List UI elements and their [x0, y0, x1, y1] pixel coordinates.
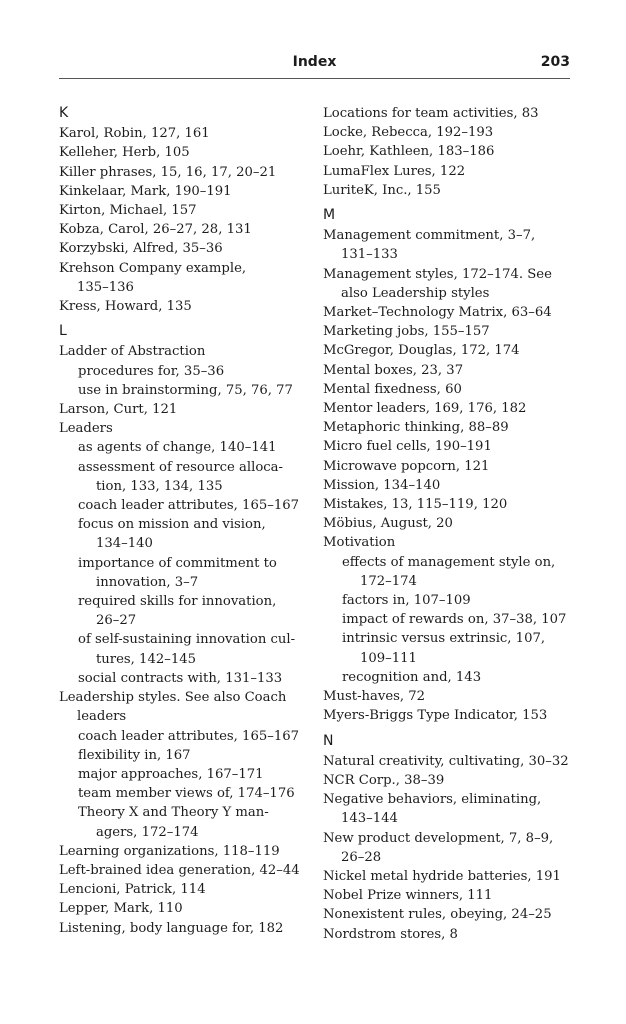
entry-line: Nobel Prize winners, 111: [323, 888, 493, 904]
entry-line: Metaphoric thinking, 88–89: [323, 420, 509, 436]
index-entry: [59, 861, 309, 880]
index-subentry: [59, 727, 309, 746]
entry-line: Management commitment, 3–7,: [323, 228, 536, 244]
index-entry: [323, 181, 573, 200]
entry-line: 143–144: [341, 811, 398, 827]
entry-line: Korzybski, Alfred, 35–36: [59, 241, 223, 257]
entry-line: Must-haves, 72: [323, 689, 426, 705]
entry-line: Learning organizations, 118–119: [59, 843, 280, 859]
entry-line: Mission, 134–140: [323, 477, 441, 493]
entry-line: of self-sustaining innovation cul-: [78, 632, 296, 648]
index-entry: [59, 163, 309, 182]
entry-line: use in brainstorming, 75, 76, 77: [78, 382, 293, 398]
entry-line: Mental boxes, 23, 37: [323, 362, 464, 378]
index-entry: [59, 124, 309, 143]
entry-line: Kelleher, Herb, 105: [59, 145, 190, 161]
entry-line: Lencioni, Patrick, 114: [59, 882, 206, 898]
index-column-right: [323, 104, 573, 944]
index-subentry: [323, 553, 573, 591]
index-entry: [323, 867, 573, 886]
entry-line: Möbius, August, 20: [323, 516, 453, 532]
entry-line: Kirton, Michael, 157: [59, 203, 197, 219]
entry-line: factors in, 107–109: [342, 593, 471, 609]
index-subentry: [59, 381, 309, 400]
index-column-left: [59, 104, 309, 938]
index-entry: [59, 201, 309, 220]
entry-line: Myers-Briggs Type Indicator, 153: [323, 708, 548, 724]
entry-line: Left-brained idea generation, 42–44: [59, 862, 300, 878]
entry-line: 135–136: [77, 279, 134, 295]
entry-line: Lepper, Mark, 110: [59, 901, 183, 917]
entry-line: team member views of, 174–176: [78, 786, 295, 802]
index-entry: [59, 880, 309, 899]
index-entry: [323, 706, 573, 725]
entry-line: tion, 133, 134, 135: [96, 478, 223, 494]
index-subentry: [323, 668, 573, 687]
index-entry: [323, 790, 573, 828]
entry-line: focus on mission and vision,: [78, 517, 266, 533]
entry-line: Nordstrom stores, 8: [323, 926, 458, 942]
entry-line: Mistakes, 13, 115–119, 120: [323, 497, 508, 513]
entry-line: Kinkelaar, Mark, 190–191: [59, 183, 232, 199]
entry-line: Listening, body language for, 182: [59, 920, 284, 936]
entry-line: 109–111: [360, 650, 417, 666]
index-entry: [59, 342, 309, 361]
entry-line: Larson, Curt, 121: [59, 402, 178, 418]
entry-line: required skills for innovation,: [78, 594, 277, 610]
index-entry: [59, 297, 309, 316]
index-entry: [323, 418, 573, 437]
entry-line: importance of commitment to: [78, 555, 277, 571]
entry-line: Market–Technology Matrix, 63–64: [323, 305, 552, 321]
index-entry: [59, 259, 309, 297]
index-subentry: [59, 784, 309, 803]
entry-line: Loehr, Kathleen, 183–186: [323, 144, 495, 160]
index-subentry: [59, 669, 309, 688]
entry-line: 172–174: [360, 573, 417, 589]
index-entry: [323, 886, 573, 905]
index-entry: [323, 226, 573, 264]
entry-line: intrinsic versus extrinsic, 107,: [342, 631, 546, 647]
entry-line: leaders: [77, 709, 127, 725]
page-title: Index: [292, 54, 337, 70]
section-letter: N: [323, 732, 334, 749]
entry-line: Theory X and Theory Y man-: [78, 805, 269, 821]
entry-line: Locations for team activities, 83: [323, 106, 539, 121]
entry-line: also Leadership styles: [341, 285, 490, 301]
entry-line: 134–140: [96, 536, 153, 552]
section-letter: M: [323, 207, 336, 224]
index-subentry: [59, 803, 309, 841]
index-subentry: [59, 746, 309, 765]
index-entry: [59, 419, 309, 438]
index-entry: [323, 104, 573, 123]
running-header: [59, 52, 570, 78]
entry-line: agers, 172–174: [96, 824, 199, 840]
index-entry: [59, 842, 309, 861]
entry-line: Motivation: [323, 535, 396, 551]
entry-line: Micro fuel cells, 190–191: [323, 439, 492, 455]
index-subentry: [323, 591, 573, 610]
entry-line: New product development, 7, 8–9,: [323, 830, 554, 846]
entry-line: McGregor, Douglas, 172, 174: [323, 343, 520, 359]
entry-line: LuriteK, Inc., 155: [323, 182, 441, 198]
index-entry: [59, 919, 309, 938]
index-subentry: [323, 610, 573, 629]
section-letter: L: [59, 323, 67, 340]
entry-line: LumaFlex Lures, 122: [323, 163, 466, 179]
index-entry: [59, 143, 309, 162]
index-subentry: [59, 496, 309, 515]
index-entry: [59, 182, 309, 201]
entry-line: 26–27: [96, 613, 137, 629]
entry-line: Microwave popcorn, 121: [323, 458, 490, 474]
index-entry: [323, 380, 573, 399]
entry-line: flexibility in, 167: [78, 747, 191, 763]
entry-line: Mental fixedness, 60: [323, 381, 462, 397]
index-entry: [323, 437, 573, 456]
index-entry: [323, 533, 573, 552]
entry-line: 131–133: [341, 247, 398, 263]
entry-line: innovation, 3–7: [96, 574, 199, 590]
entry-line: coach leader attributes, 165–167: [78, 728, 299, 744]
index-subentry: [59, 515, 309, 553]
entry-line: impact of rewards on, 37–38, 107: [342, 612, 567, 628]
index-subentry: [59, 438, 309, 457]
index-entry: [323, 925, 573, 944]
index-subentry: [59, 592, 309, 630]
index-subentry: [59, 362, 309, 381]
entry-line: Management styles, 172–174. See: [323, 266, 552, 282]
index-entry: [323, 162, 573, 181]
index-entry: [323, 123, 573, 142]
entry-line: major approaches, 167–171: [78, 766, 264, 782]
index-entry: [323, 905, 573, 924]
index-entry: [323, 399, 573, 418]
entry-line: Killer phrases, 15, 16, 17, 20–21: [59, 164, 277, 180]
entry-line: Ladder of Abstraction: [59, 344, 206, 360]
entry-line: Negative behaviors, eliminating,: [323, 792, 542, 808]
index-entry: [323, 142, 573, 161]
index-entry: [323, 687, 573, 706]
entry-line: Krehson Company example,: [59, 260, 247, 276]
index-entry: [59, 220, 309, 239]
entry-line: Karol, Robin, 127, 161: [59, 126, 210, 142]
index-entry: [59, 688, 309, 726]
index-entry: [59, 899, 309, 918]
index-subentry: [59, 554, 309, 592]
entry-line: Kobza, Carol, 26–27, 28, 131: [59, 222, 252, 238]
entry-line: procedures for, 35–36: [78, 363, 225, 379]
index-entry: [323, 265, 573, 303]
index-subentry: [323, 629, 573, 667]
index-entry: [323, 303, 573, 322]
entry-line: assessment of resource alloca-: [78, 459, 283, 475]
entry-line: coach leader attributes, 165–167: [78, 498, 299, 514]
entry-line: tures, 142–145: [96, 651, 196, 667]
entry-line: 26–28: [341, 849, 382, 865]
section-letter: K: [59, 105, 69, 121]
entry-line: NCR Corp., 38–39: [323, 772, 445, 788]
index-entry: [323, 322, 573, 341]
entry-line: Leadership styles. See also Coach: [59, 690, 287, 706]
header-rule: [59, 78, 570, 79]
entry-line: Marketing jobs, 155–157: [323, 324, 490, 340]
entry-line: recognition and, 143: [342, 669, 482, 685]
index-subentry: [59, 630, 309, 668]
entry-line: Mentor leaders, 169, 176, 182: [323, 401, 527, 417]
entry-line: social contracts with, 131–133: [78, 670, 283, 686]
index-entry: [323, 495, 573, 514]
index-entry: [323, 361, 573, 380]
index-entry: [323, 457, 573, 476]
entry-line: Locke, Rebecca, 192–193: [323, 125, 494, 141]
index-entry: [323, 771, 573, 790]
index-entry: [323, 341, 573, 360]
entry-line: Nickel metal hydride batteries, 191: [323, 868, 561, 884]
index-entry: [323, 514, 573, 533]
entry-line: as agents of change, 140–141: [78, 440, 277, 456]
entry-line: Leaders: [59, 421, 113, 437]
index-entry: [323, 829, 573, 867]
entry-line: Nonexistent rules, obeying, 24–25: [323, 907, 552, 923]
page-number: 203: [540, 54, 570, 70]
index-subentry: [59, 765, 309, 784]
entry-line: Kress, Howard, 135: [59, 299, 192, 315]
entry-line: effects of management style on,: [342, 554, 556, 570]
index-entry: [59, 239, 309, 258]
index-entry: [323, 752, 573, 771]
index-subentry: [59, 458, 309, 496]
index-entry: [323, 476, 573, 495]
entry-line: Natural creativity, cultivating, 30–32: [323, 753, 569, 769]
index-entry: [59, 400, 309, 419]
